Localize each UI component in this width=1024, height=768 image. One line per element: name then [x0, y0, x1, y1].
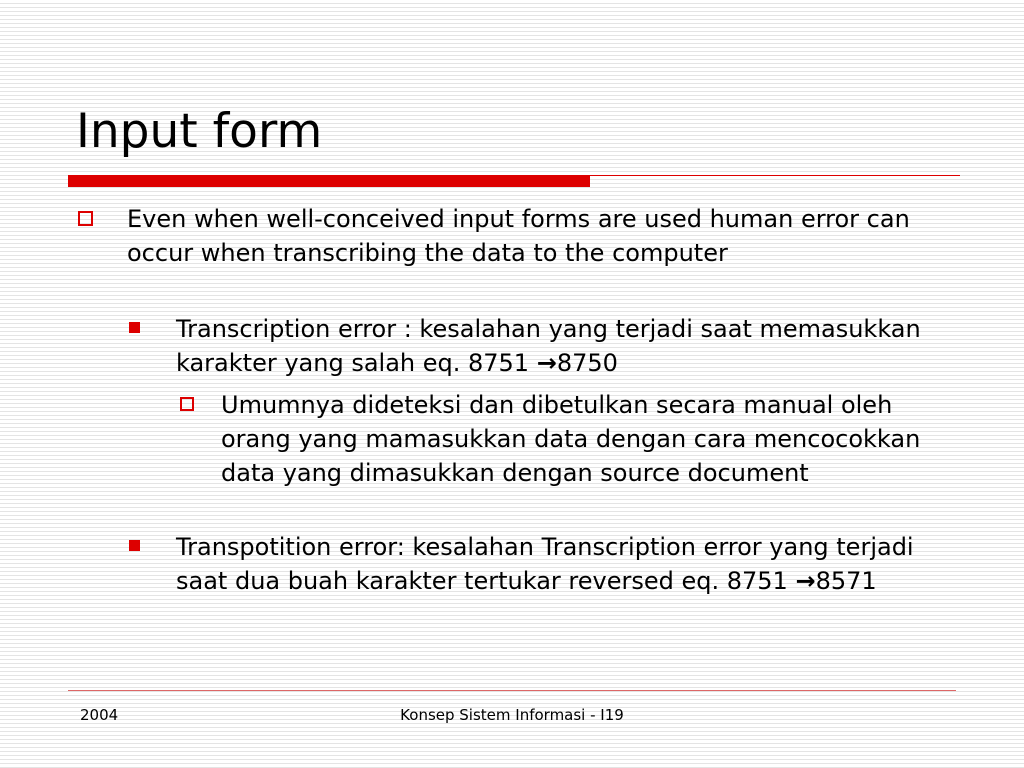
footer-course: Konsep Sistem Informasi - I19 [400, 706, 624, 724]
solid-square-bullet-icon [129, 322, 140, 333]
bullet-level3: Umumnya dideteksi dan dibetulkan secara manual oleh orang yang mamasukkan data dengan cara mencocokkan data yang dimasukkan dengan source document [221, 391, 921, 487]
footer-year: 2004 [80, 706, 119, 724]
bullet-text: Transpotition error: kesalahan Transcription error yang terjadi saat dua buah karakter tertukar reversed eq. 8751 [176, 533, 914, 595]
title-underline-thick [68, 176, 590, 187]
solid-square-bullet-icon [129, 540, 140, 551]
hollow-square-bullet-icon [78, 211, 93, 226]
bullet-level1: Even when well-conceived input forms are used human error can occur when transcribing the data to the computer [127, 205, 910, 267]
bullet-text: Transcription error : kesalahan yang terjadi saat memasukkan karakter yang salah eq. 8751 [176, 315, 921, 377]
slide-title: Input form [76, 104, 323, 159]
footer-divider [68, 690, 956, 691]
right-arrow-icon: → [795, 567, 816, 595]
bullet-level2-transposition [176, 530, 936, 598]
hollow-square-bullet-icon [180, 397, 194, 411]
bullet-level2-transcription [176, 312, 936, 380]
bullet-value: 8571 [815, 567, 877, 595]
bullet-value: 8750 [556, 349, 618, 377]
right-arrow-icon: → [536, 349, 557, 377]
